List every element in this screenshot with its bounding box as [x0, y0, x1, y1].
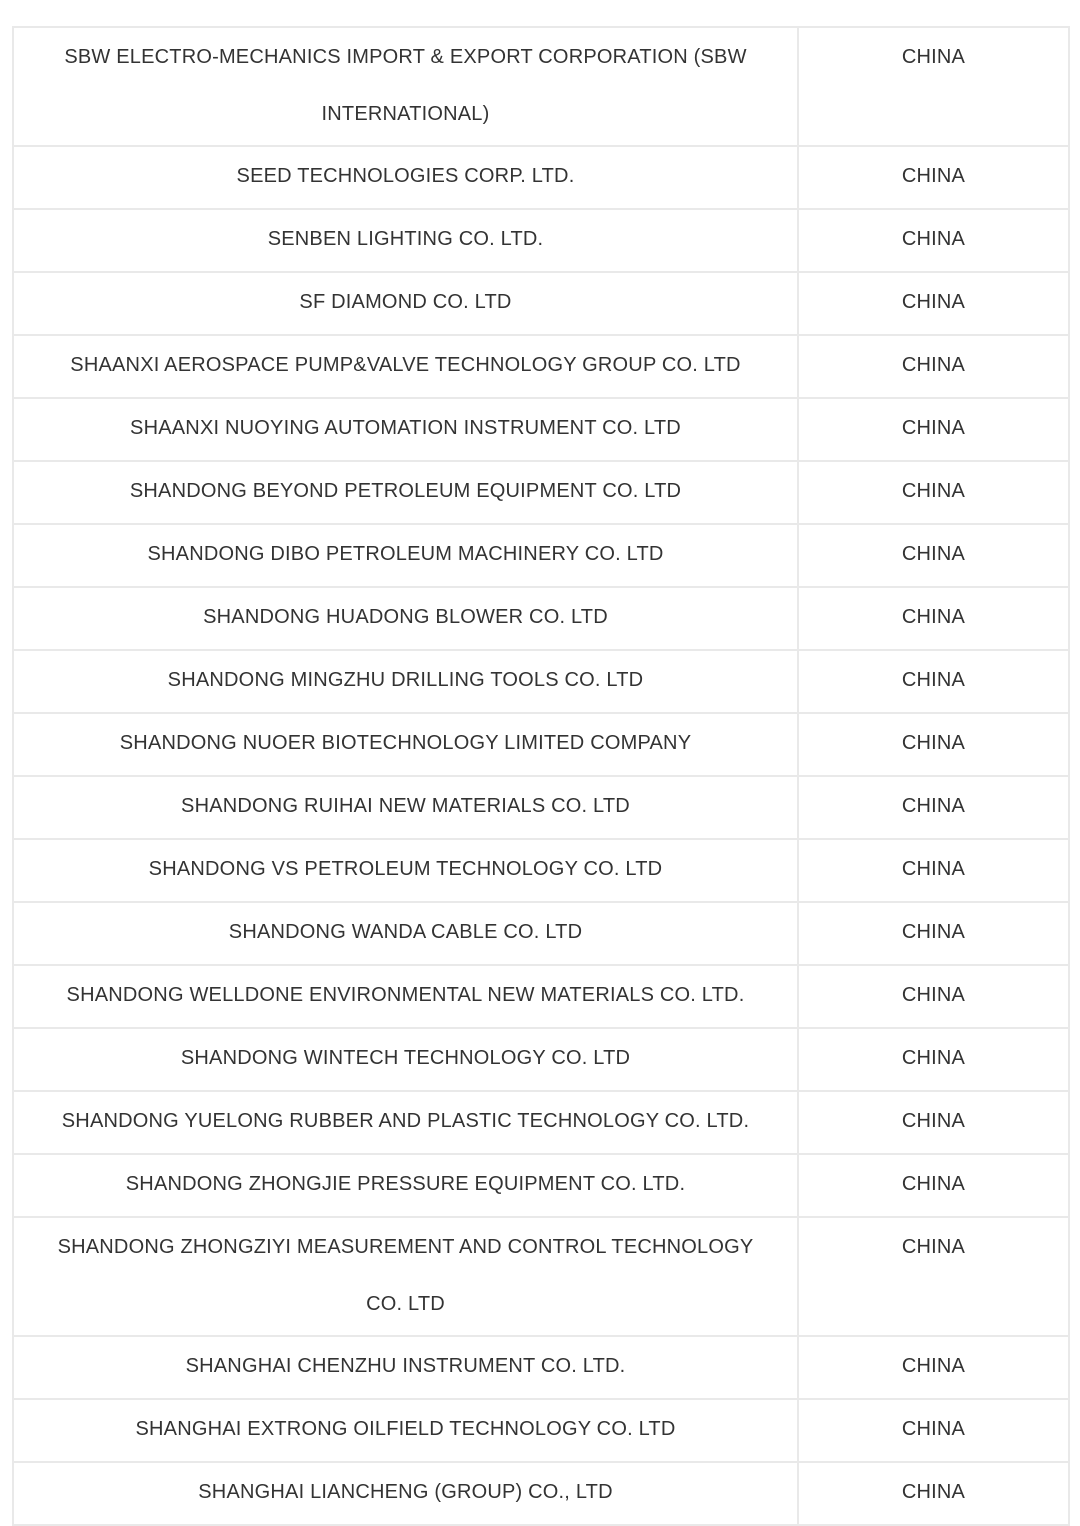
country-cell: CHINA — [798, 146, 1069, 209]
company-name-cell: SHANGHAI LIANCHENG (GROUP) CO., LTD — [13, 1462, 798, 1525]
country-cell: CHINA — [798, 587, 1069, 650]
company-name-cell: SHANDONG RUIHAI NEW MATERIALS CO. LTD — [13, 776, 798, 839]
table-row — [13, 1336, 1069, 1399]
company-name-cell: SHANDONG VS PETROLEUM TECHNOLOGY CO. LTD — [13, 839, 798, 902]
country-cell: CHINA — [798, 461, 1069, 524]
table-row — [13, 839, 1069, 902]
company-name-cell: SHANDONG BEYOND PETROLEUM EQUIPMENT CO. LTD — [13, 461, 798, 524]
country-cell: CHINA — [798, 27, 1069, 146]
company-name-cell: SF DIAMOND CO. LTD — [13, 272, 798, 335]
company-name-cell: SHANGHAI CHENZHU INSTRUMENT CO. LTD. — [13, 1336, 798, 1399]
country-cell: CHINA — [798, 776, 1069, 839]
table-row — [13, 1154, 1069, 1217]
company-country-table — [12, 26, 1070, 1526]
company-name-cell: SHAANXI AEROSPACE PUMP&VALVE TECHNOLOGY GROUP CO. LTD — [13, 335, 798, 398]
company-name-cell: SHANDONG DIBO PETROLEUM MACHINERY CO. LTD — [13, 524, 798, 587]
country-cell: CHINA — [798, 1028, 1069, 1091]
company-name-cell: SHANDONG WELLDONE ENVIRONMENTAL NEW MATERIALS CO. LTD. — [13, 965, 798, 1028]
company-name-cell: SHANDONG WINTECH TECHNOLOGY CO. LTD — [13, 1028, 798, 1091]
country-cell: CHINA — [798, 1462, 1069, 1525]
company-name-cell: SHANDONG NUOER BIOTECHNOLOGY LIMITED COMPANY — [13, 713, 798, 776]
table-row — [13, 1091, 1069, 1154]
company-name-cell: SEED TECHNOLOGIES CORP. LTD. — [13, 146, 798, 209]
country-cell: CHINA — [798, 713, 1069, 776]
table-row — [13, 650, 1069, 713]
table-body — [13, 27, 1069, 1525]
table-row — [13, 524, 1069, 587]
table-row — [13, 776, 1069, 839]
country-cell: CHINA — [798, 1336, 1069, 1399]
table-row — [13, 965, 1069, 1028]
country-cell: CHINA — [798, 1154, 1069, 1217]
country-cell: CHINA — [798, 1217, 1069, 1336]
table-row — [13, 398, 1069, 461]
company-name-cell: SHANDONG ZHONGJIE PRESSURE EQUIPMENT CO. LTD. — [13, 1154, 798, 1217]
country-cell: CHINA — [798, 650, 1069, 713]
country-cell: CHINA — [798, 1091, 1069, 1154]
country-cell: CHINA — [798, 1399, 1069, 1462]
country-cell: CHINA — [798, 524, 1069, 587]
table-row — [13, 587, 1069, 650]
country-cell: CHINA — [798, 398, 1069, 461]
company-name-cell: SBW ELECTRO-MECHANICS IMPORT & EXPORT CORPORATION (SBW INTERNATIONAL) — [13, 27, 798, 146]
company-name-cell: SENBEN LIGHTING CO. LTD. — [13, 209, 798, 272]
country-cell: CHINA — [798, 839, 1069, 902]
table-row — [13, 902, 1069, 965]
table-row — [13, 146, 1069, 209]
company-name-cell: SHANDONG WANDA CABLE CO. LTD — [13, 902, 798, 965]
country-cell: CHINA — [798, 209, 1069, 272]
table-row — [13, 1399, 1069, 1462]
table-row — [13, 461, 1069, 524]
table-row — [13, 335, 1069, 398]
country-cell: CHINA — [798, 272, 1069, 335]
company-name-cell: SHANDONG HUADONG BLOWER CO. LTD — [13, 587, 798, 650]
company-table-container — [12, 26, 1068, 1526]
country-cell: CHINA — [798, 902, 1069, 965]
company-name-cell: SHANGHAI EXTRONG OILFIELD TECHNOLOGY CO. LTD — [13, 1399, 798, 1462]
table-row — [13, 27, 1069, 146]
table-row — [13, 272, 1069, 335]
company-name-cell: SHAANXI NUOYING AUTOMATION INSTRUMENT CO. LTD — [13, 398, 798, 461]
company-name-cell: SHANDONG ZHONGZIYI MEASUREMENT AND CONTROL TECHNOLOGY CO. LTD — [13, 1217, 798, 1336]
country-cell: CHINA — [798, 335, 1069, 398]
company-name-cell: SHANDONG MINGZHU DRILLING TOOLS CO. LTD — [13, 650, 798, 713]
table-row — [13, 713, 1069, 776]
table-row — [13, 1462, 1069, 1525]
company-name-cell: SHANDONG YUELONG RUBBER AND PLASTIC TECHNOLOGY CO. LTD. — [13, 1091, 798, 1154]
table-row — [13, 209, 1069, 272]
table-row — [13, 1028, 1069, 1091]
table-row — [13, 1217, 1069, 1336]
country-cell: CHINA — [798, 965, 1069, 1028]
